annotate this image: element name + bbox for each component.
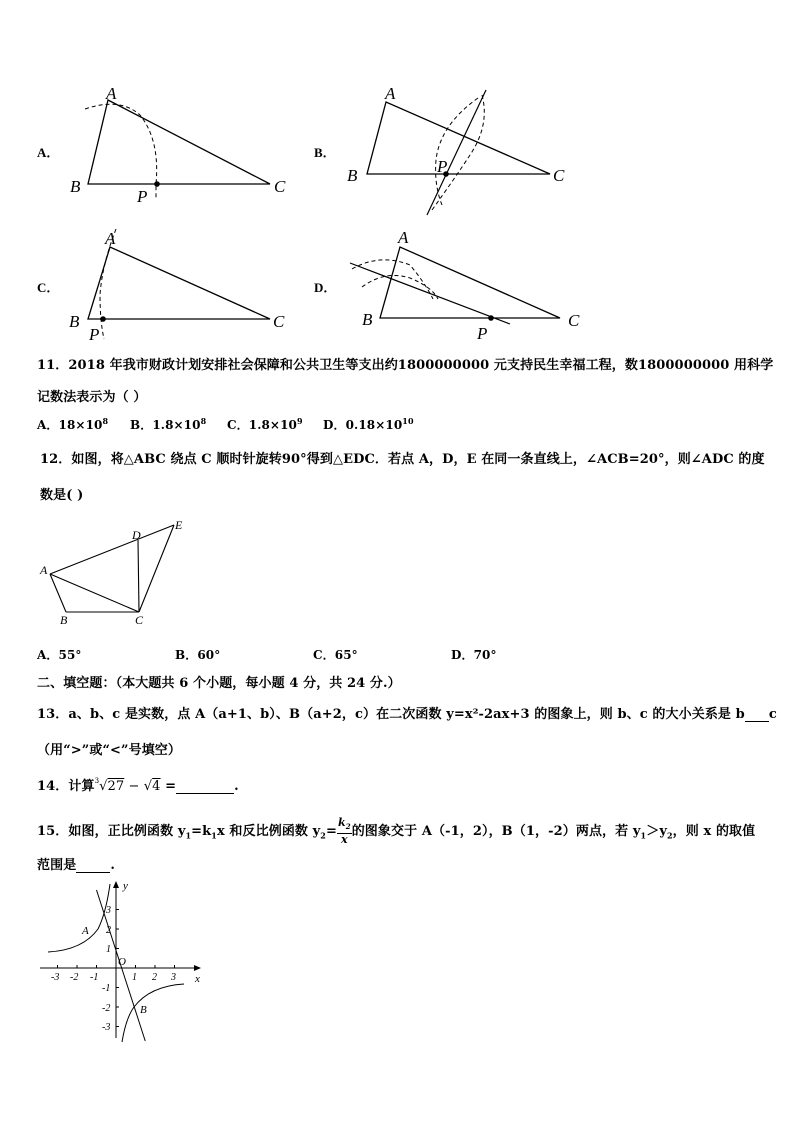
figure-option-a	[60, 85, 300, 210]
section-heading: 二、填空题：（本大题共 6 个小题，每小题 4 分，共 24 分.）	[37, 676, 401, 691]
q15-answer-blank[interactable]	[76, 860, 110, 873]
q14-answer-blank[interactable]	[176, 781, 234, 794]
q13-text-line1: 13．a、b、c 是实数，点 A（a+1、b）、B（a+2，c）在二次函数 y=x²-2ax+3 的图象上，则 b、c 的大小关系是 b c	[37, 707, 777, 722]
q11-option-a: A．$18\times 10^8$	[37, 416, 109, 432]
point-p-label: P	[477, 324, 488, 343]
x-tick-label: 2	[152, 972, 157, 983]
y-axis-label: y	[123, 880, 128, 892]
option-b-label: B．	[314, 145, 336, 160]
point-a-label: A	[40, 563, 48, 577]
origin-label: O	[118, 956, 126, 968]
q11-option-d: D．$0.18\times 10^{10}$	[323, 416, 414, 432]
q12-text-line2: 数是( )	[40, 488, 84, 503]
figure-option-d	[340, 225, 590, 347]
y-tick-label: 2	[106, 925, 111, 936]
option-c-label: C．	[37, 280, 60, 295]
option-a-label: A．	[37, 145, 60, 160]
point-b-label: B	[347, 166, 358, 185]
point-d-label: D	[132, 528, 141, 542]
point-a-label: A	[82, 925, 89, 937]
point-a-label: A	[398, 228, 409, 247]
point-b-label: B	[140, 1004, 147, 1016]
figure-option-c	[60, 225, 300, 347]
point-c-label: C	[274, 177, 286, 196]
y-tick-label: -2	[102, 1003, 111, 1014]
q11-option-c: C．$1.8\times 10^9$	[227, 416, 303, 432]
point-p-label: P	[137, 187, 148, 206]
q13-text-line2: （用“>”或“<”号填空）	[37, 743, 181, 758]
point-a-label: A	[105, 229, 116, 248]
q15-text-line1: 15．如图，正比例函数 $y_1=k_1x$ 和反比例函数 $y_2=$ $\frac{k_2}{x}$ 的图象交于 A（-1，2），B（1，-2）两点，若 $y_1>y_2$，则 x 的取值	[37, 816, 756, 847]
point-b-label: B	[362, 310, 373, 329]
q13-answer-blank[interactable]	[745, 709, 769, 722]
q14-text: 14．计算$^3$√27 − √4 = .	[37, 777, 239, 794]
x-tick-label: -2	[70, 972, 79, 983]
q12-option-b: B．60°	[175, 648, 221, 662]
x-axis-label: x	[195, 973, 200, 985]
q12-option-d: D．70°	[451, 648, 497, 662]
point-p-label: P	[89, 325, 100, 344]
q12-option-a: A．55°	[37, 648, 82, 662]
q11-text-line1: 11．2018 年我市财政计划安排社会保障和公共卫生等支出约1800000000 元支持民生幸福工程，数1800000000 用科学	[37, 358, 774, 373]
point-b-label: B	[70, 177, 81, 196]
option-d-label: D．	[314, 280, 337, 295]
point-a-label: A	[385, 84, 396, 103]
y-tick-label: 1	[106, 944, 111, 955]
point-c-label: C	[553, 166, 565, 185]
point-c-label: C	[273, 312, 285, 331]
point-p-label: P	[437, 157, 448, 176]
x-tick-label: -1	[90, 972, 99, 983]
point-a-label: A	[106, 85, 117, 103]
x-tick-label: 3	[171, 972, 176, 983]
figure-option-b	[340, 80, 580, 220]
x-tick-label: 1	[132, 972, 137, 983]
point-c-label: C	[568, 311, 580, 330]
q15-graph	[38, 878, 208, 1043]
q15-text-line2: 范围是 .	[37, 858, 115, 873]
q11-text-line2: 记数法表示为（ ）	[37, 390, 147, 405]
y-tick-label: -1	[102, 983, 111, 994]
point-c-label: C	[135, 613, 144, 627]
point-b-label: B	[69, 312, 80, 331]
y-tick-label: 3	[106, 905, 111, 916]
y-tick-label: -3	[102, 1022, 111, 1033]
point-b-label: B	[60, 613, 68, 627]
q12-figure	[36, 515, 196, 630]
q11-option-b: B．$1.8\times 10^8$	[130, 416, 207, 432]
q12-text-line1: 12．如图，将△ABC 绕点 C 顺时针旋转90°得到△EDC．若点 A，D，E 在同一条直线上，∠ACB=20°，则∠ADC 的度	[40, 452, 765, 467]
q12-option-c: C．65°	[313, 648, 358, 662]
x-tick-label: -3	[51, 972, 60, 983]
point-e-label: E	[175, 518, 183, 532]
